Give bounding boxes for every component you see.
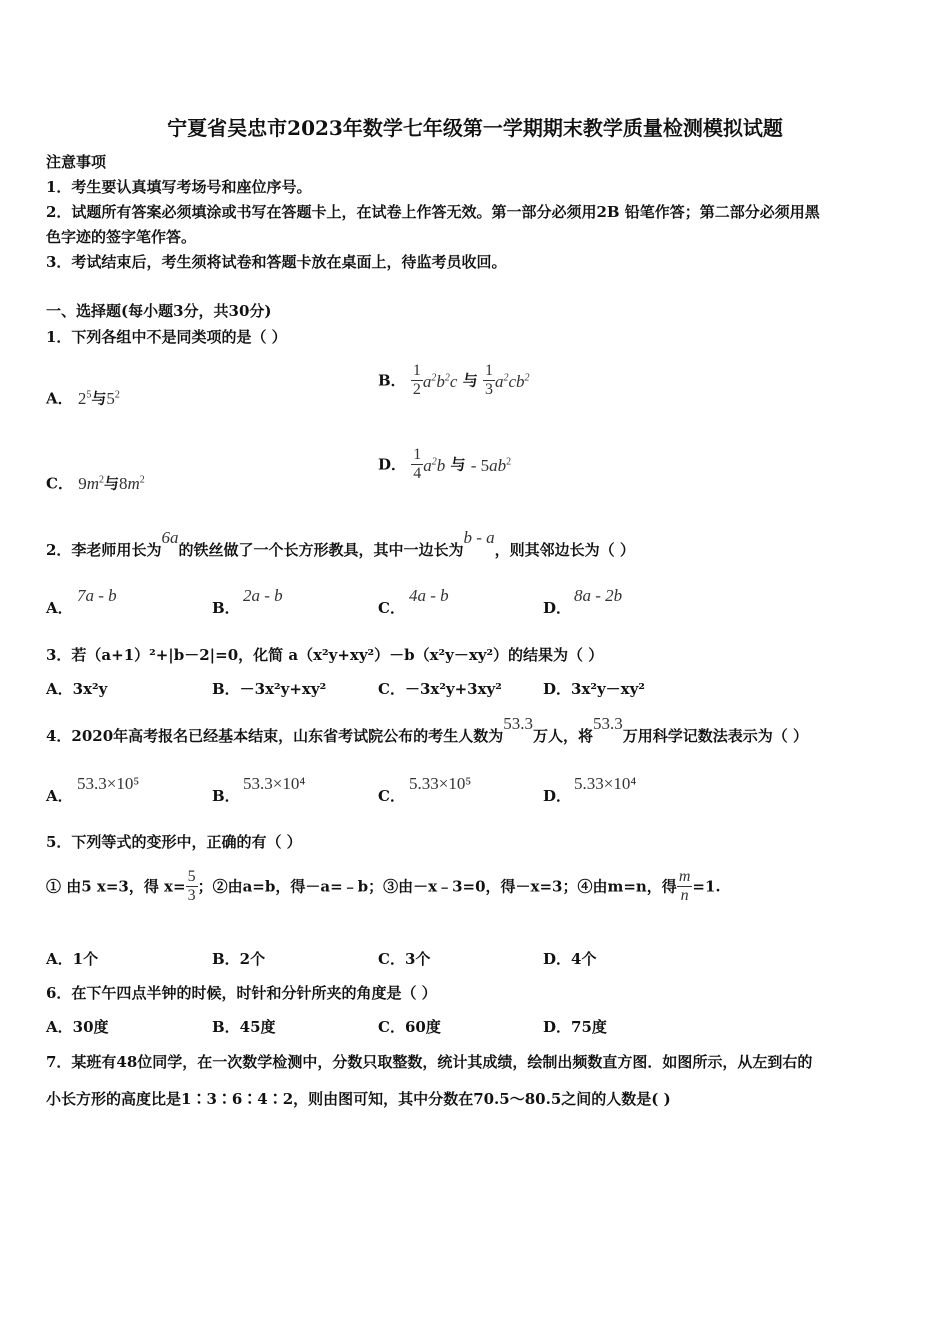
q5-frac1-num: 5: [187, 868, 196, 885]
q2-stem: [46, 528, 635, 560]
q2-d-label: D．: [543, 599, 572, 617]
q2-option-a: [46, 598, 73, 618]
q5-frac1-den: 3: [187, 887, 196, 904]
q2-stem-part1: 2．李老师用长为: [46, 541, 162, 559]
q5-option-b: B．2个: [212, 950, 266, 968]
q5-part2: ；②由a=b，得－a=﹣b；③由－x﹣3=0，得－x=3；④由m=n，得: [197, 877, 677, 896]
q6-option-c: C．60度: [378, 1018, 441, 1036]
q5-part3: =1.: [692, 877, 721, 896]
q2-option-b: [212, 598, 240, 618]
q5-option-a: A．1个: [46, 950, 99, 968]
q1-stem: 1．下列各组中不是同类项的是（ ）: [46, 328, 287, 346]
q1-d-expr2: - $5ab^2$: [470, 456, 512, 476]
q4-option-d: [543, 786, 571, 806]
q5-frac2-num: m: [678, 868, 691, 885]
q4-a-expr: 53.3×10⁵: [77, 774, 140, 793]
q6-option-d: D．75度: [543, 1018, 607, 1036]
q1-b-label: B．: [378, 371, 406, 390]
q3-option-b: B．－3x²y+xy²: [212, 680, 327, 698]
q1-c-label: C．: [46, 474, 73, 493]
q1-c-conj: 与: [103, 474, 119, 493]
q1-a-label: A．: [46, 389, 73, 408]
q1-option-d: D． $\frac{1}{4}$ $a^2b$ 与 - $5ab^2$: [378, 446, 512, 482]
q1-c-expr1: $9m^2$: [78, 473, 104, 493]
q1-a-expr2: $5^2$: [106, 388, 120, 408]
q4-stem-part1: 4．2020年高考报名已经基本结束，山东省考试院公布的考生人数为: [46, 727, 504, 745]
q2-option-c: [378, 598, 405, 618]
q6-option-a: A．30度: [46, 1018, 109, 1036]
q2-math-6a: 6a: [161, 528, 179, 547]
q4-option-b: [212, 786, 240, 806]
q2-c-expr: 4a - b: [409, 586, 449, 605]
q2-d-expr: 8a - 2b: [574, 586, 623, 605]
q1-b-frac1: $\frac{1}{2}$: [412, 362, 421, 398]
q4-b-label: B．: [212, 787, 240, 805]
q5-frac2-den: n: [680, 887, 689, 904]
q2-c-label: C．: [378, 599, 405, 617]
notice-item-2-cont: 色字迹的签字笔作答。: [46, 228, 197, 246]
q2-b-label: B．: [212, 599, 240, 617]
notice-heading: 注意事项: [46, 153, 107, 171]
q5-stem: 5．下列等式的变形中，正确的有（ ）: [46, 833, 302, 851]
q5-option-c: C．3个: [378, 950, 431, 968]
q6-option-b: B．45度: [212, 1018, 276, 1036]
q4-stem: [46, 714, 808, 746]
q1-a-conj: 与: [91, 389, 107, 408]
q4-stem-part3: 万用科学记数法表示为（ ）: [622, 727, 808, 745]
notice-item-3: 3．考试结束后，考生须将试卷和答题卡放在桌面上，待监考员收回。: [46, 253, 507, 271]
q4-d-label: D．: [543, 787, 572, 805]
q3-stem: 3．若（a+1）²+|b－2|=0，化简 a（x²y+xy²）－b（x²y－xy²）的结果为（ ）: [46, 646, 604, 664]
notice-item-1: 1．考生要认真填写考场号和座位序号。: [46, 178, 312, 196]
q2-option-d: [543, 598, 571, 618]
q4-option-c: [378, 786, 405, 806]
q4-num-2: 53.3: [592, 714, 623, 733]
q3-option-c: C．－3x²y+3xy²: [378, 680, 502, 698]
q2-a-expr: 7a - b: [77, 586, 117, 605]
q7-stem-line1: 7．某班有48位同学，在一次数学检测中，分数只取整数，统计其成绩，绘制出频数直方图．如图所示，从左到右的: [46, 1053, 813, 1071]
q7-stem-line2: 小长方形的高度比是1∶3∶6∶4∶2，则由图可知，其中分数在70.5～80.5之间的人数是( ): [46, 1090, 671, 1108]
section-heading: 一、选择题(每小题3分，共30分): [46, 302, 272, 320]
q4-b-expr: 53.3×10⁴: [243, 774, 306, 793]
q4-c-expr: 5.33×10⁵: [409, 774, 472, 793]
q5-option-d: D．4个: [543, 950, 597, 968]
q4-stem-part2: 万人，将: [532, 727, 593, 745]
q3-option-d: D．3x²y－xy²: [543, 680, 645, 698]
q5-part1: ① 由5 x=3，得 x=: [46, 877, 186, 896]
q1-b-frac2: $\frac{1}{3}$: [484, 362, 493, 398]
q4-a-label: A．: [46, 787, 73, 805]
q3-option-a: A．3x²y: [46, 680, 108, 698]
q6-stem: 6．在下午四点半钟的时候，时针和分针所夹的角度是（ ）: [46, 984, 437, 1002]
q2-stem-part3: ，则其邻边长为（ ）: [494, 541, 635, 559]
q2-b-expr: 2a - b: [243, 586, 283, 605]
q5-conditions: [46, 868, 721, 905]
q1-a-expr1: $2^5$: [77, 388, 92, 408]
q2-stem-part2: 的铁丝做了一个长方形教具，其中一边长为: [178, 541, 464, 559]
q5-frac-m-n: [677, 868, 693, 905]
q1-d-label: D．: [378, 455, 407, 474]
q1-option-a: [46, 385, 120, 409]
q4-c-label: C．: [378, 787, 405, 805]
q1-d-frac: $\frac{1}{4}$: [413, 446, 422, 482]
q4-d-expr: 5.33×10⁴: [574, 774, 637, 793]
q2-math-b-a: b - a: [463, 528, 495, 547]
q4-num-1: 53.3: [503, 714, 533, 733]
q1-c-expr2: $8m^2$: [118, 473, 145, 493]
page-title: 宁夏省吴忠市2023年数学七年级第一学期期末教学质量检测模拟试题: [167, 116, 783, 140]
q1-d-conj: 与: [450, 455, 466, 474]
q1-option-b: B． $\frac{1}{2}$ $a^2b^2c$ 与 $\frac{1}{3}$ $a^2cb^2$: [378, 362, 530, 398]
q4-option-a: [46, 786, 73, 806]
q1-b-conj: 与: [462, 371, 478, 390]
q1-option-c: [46, 470, 145, 494]
notice-item-2: 2．试题所有答案必须填涂或书写在答题卡上，在试卷上作答无效。第一部分必须用2B 铅笔作答；第二部分必须用黑: [46, 203, 820, 221]
q5-frac-5-3: [186, 868, 198, 905]
q2-a-label: A．: [46, 599, 73, 617]
